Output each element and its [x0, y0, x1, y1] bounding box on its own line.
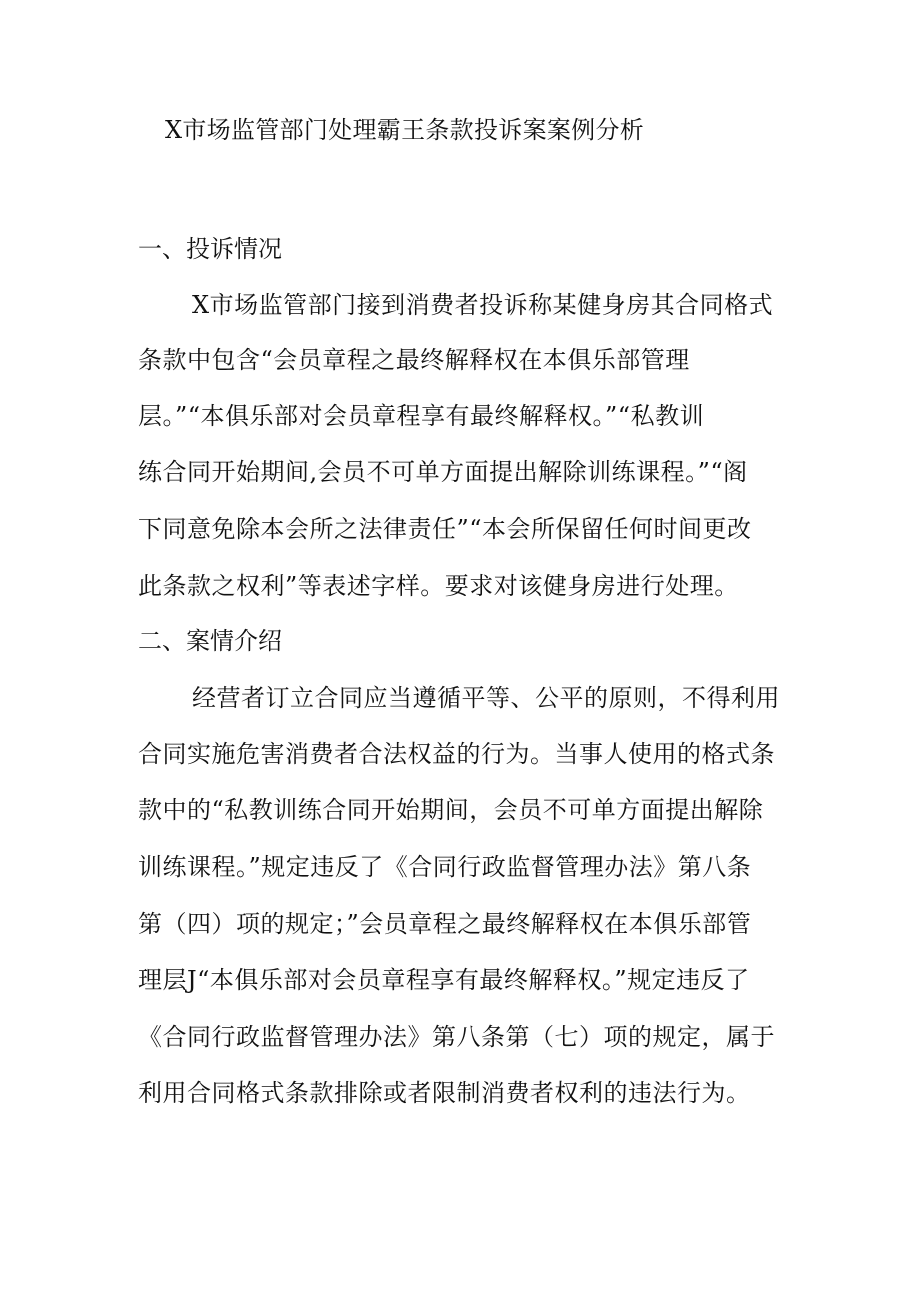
paragraph-line: 合同实施危害消费者合法权益的行为。当事人使用的格式条 [138, 740, 775, 768]
paragraph-line: 此条款之权利”等表述字样。要求对该健身房进行处理。 [138, 572, 739, 600]
paragraph-line: 经营者订立合同应当遵循平等、公平的原则，不得利用 [192, 684, 780, 712]
paragraph-line: 《合同行政监督管理办法》第八条第（七）项的规定，属于 [138, 1023, 775, 1051]
section-heading-case: 二、案情介绍 [138, 627, 282, 655]
document-title: X市场监管部门处理霸王条款投诉案案例分析 [165, 116, 645, 144]
paragraph-line: X市场监管部门接到消费者投诉称某健身房其合同格式 [192, 291, 774, 319]
paragraph-line: 下同意免除本会所之法律责任”“本会所保留任何时间更改 [138, 515, 752, 543]
paragraph-line: 款中的“私教训练合同开始期间，会员不可单方面提出解除 [138, 796, 764, 824]
paragraph-line: 练合同开始期间,会员不可单方面提出解除训练课程。”“阁 [138, 458, 748, 486]
paragraph-line: 第（四）项的规定；”会员章程之最终解释权在本俱乐部管 [138, 910, 752, 938]
paragraph-line: 理层J“本俱乐部对会员章程享有最终解释权。”规定违反了 [138, 966, 750, 994]
paragraph-line: 训练课程。”规定违反了《合同行政监督管理办法》第八条 [138, 853, 752, 881]
paragraph-line: 利用合同格式条款排除或者限制消费者权利的违法行为。 [138, 1079, 751, 1107]
section-heading-complaint: 一、投诉情况 [138, 235, 282, 263]
paragraph-line: 层。”“本俱乐部对会员章程享有最终解释权。”“私教训 [138, 402, 705, 430]
paragraph-line: 条款中包含“会员章程之最终解释权在本俱乐部管理 [138, 346, 690, 374]
